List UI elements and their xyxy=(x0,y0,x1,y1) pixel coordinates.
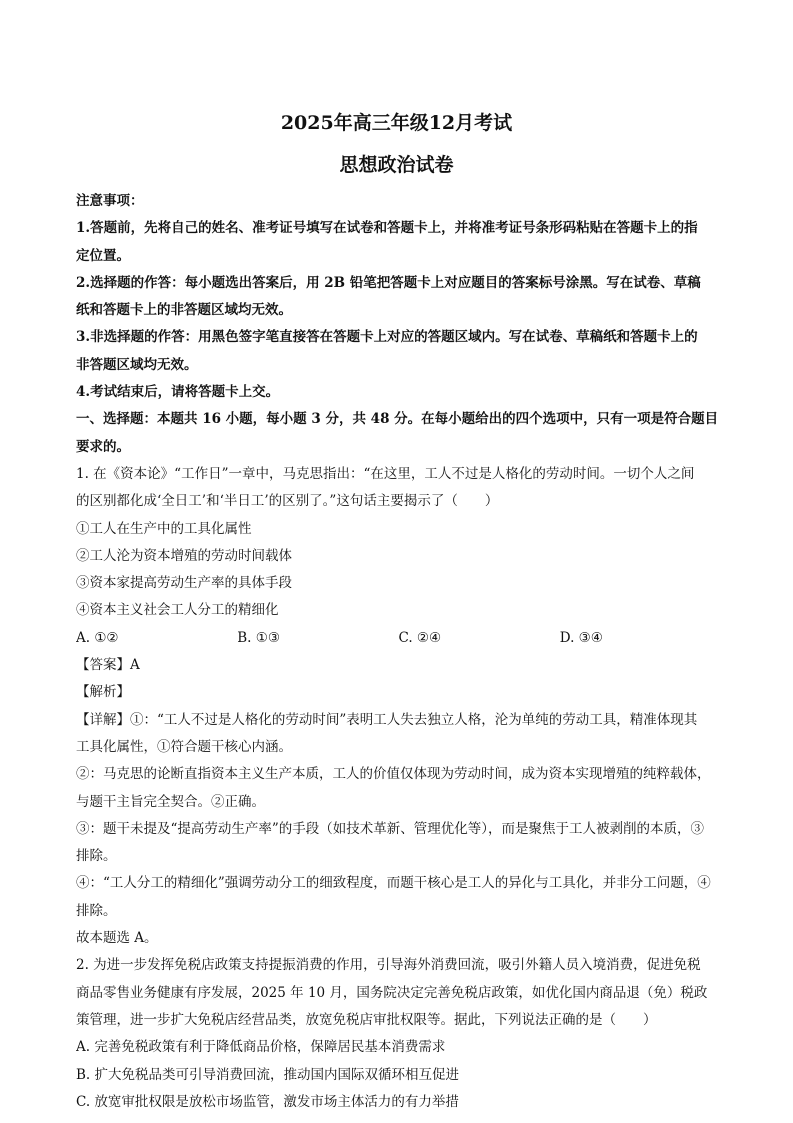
exam-subtitle: 思想政治试卷 xyxy=(339,154,454,176)
notice-line: 1.答题前，先将自己的姓名、准考证号填写在试卷和答题卡上，并将准考证号条形码粘贴在答题卡上的指 xyxy=(76,220,698,237)
question-1-option: ①工人在生产中的工具化属性 xyxy=(76,520,252,537)
notice-line: 3.非选择题的作答：用黑色签字笔直接答在答题卡上对应的答题区域内。写在试卷、草稿纸和答题卡上的 xyxy=(76,329,698,346)
notice-line: 2.选择题的作答：每小题选出答案后，用 2B 铅笔把答题卡上对应题目的答案标号涂黑。写在试卷、草稿 xyxy=(76,274,701,291)
question-1-option: ②工人沦为资本增殖的劳动时间载体 xyxy=(76,547,292,564)
question-2-stem: 策管理，进一步扩大免税店经营品类，放宽免税店审批权限等。据此，下列说法正确的是（ ） xyxy=(76,1011,657,1028)
question-1-option: ③资本家提高劳动生产率的具体手段 xyxy=(76,575,292,592)
notice-line: 4.考试结束后，请将答题卡上交。 xyxy=(76,384,280,401)
question-1-answer: 【答案】A xyxy=(76,657,140,674)
question-1-analysis-label: 【解析】 xyxy=(76,684,130,701)
exam-title: 2025年高三年级12月考试 xyxy=(280,112,513,134)
choice-b: B. ①③ xyxy=(237,629,280,646)
question-1-analysis: 【详解】①：“工人不过是人格化的劳动时间”表明工人失去独立人格，沦为单纯的劳动工具，精准体现其 xyxy=(76,711,698,728)
question-1-analysis: 工具化属性，①符合题干核心内涵。 xyxy=(76,738,292,755)
section-heading: 要求的。 xyxy=(76,438,130,455)
choice-d: D. ③④ xyxy=(559,629,603,646)
choice-c: C. ②④ xyxy=(398,629,442,646)
question-1-analysis: ③：题干未提及“提高劳动生产率”的手段（如技术革新、管理优化等），而是聚焦于工人被剥削的本质，③ xyxy=(76,820,705,837)
question-2-stem: 2. 为进一步发挥免税店政策支持提振消费的作用，引导海外消费回流，吸引外籍人员入境消费，促进免税 xyxy=(76,957,701,974)
exam-content xyxy=(76,188,721,1116)
question-2-option: A. 完善免税政策有利于降低商品价格，保障居民基本消费需求 xyxy=(76,1039,446,1056)
question-1-analysis: 与题干主旨完全契合。②正确。 xyxy=(76,793,265,810)
question-1-stem: 1. 在《资本论》“工作日”一章中，马克思指出：“在这里，工人不过是人格化的劳动时间。一切个人之间 xyxy=(76,465,695,482)
notice-heading: 注意事项： xyxy=(76,193,144,209)
notice-line: 纸和答题卡上的非答题区域均无效。 xyxy=(76,302,292,319)
question-2-stem: 商品零售业务健康有序发展，2025 年 10 月，国务院决定完善免税店政策，如优化国内商品退（免）税政 xyxy=(76,984,708,1001)
question-1-analysis: 排除。 xyxy=(76,902,117,919)
notice-line: 定位置。 xyxy=(76,247,130,264)
question-1-stem: 的区别都化成‘全日工’和‘半日工’的区别了。”这句话主要揭示了（ ） xyxy=(76,493,499,510)
question-1-choices xyxy=(76,625,721,652)
question-1-option: ④资本主义社会工人分工的精细化 xyxy=(76,602,279,619)
question-2-option: C. 放宽审批权限是放松市场监管，激发市场主体活力的有力举措 xyxy=(76,1093,459,1110)
question-1-analysis: ④：“工人分工的精细化”强调劳动分工的细致程度，而题干核心是工人的异化与工具化，并非分工问题，④ xyxy=(76,875,711,892)
question-2-option: B. 扩大免税品类可引导消费回流，推动国内国际双循环相互促进 xyxy=(76,1066,460,1083)
question-1-analysis: 排除。 xyxy=(76,848,117,865)
choice-a: A. ①② xyxy=(76,629,119,646)
question-1-analysis: 故本题选 A。 xyxy=(76,930,158,947)
notice-line: 非答题区域均无效。 xyxy=(76,356,198,373)
section-heading: 一、选择题：本题共 16 小题，每小题 3 分，共 48 分。在每小题给出的四个选项中，只有一项是符合题目 xyxy=(76,411,719,428)
question-1-analysis: ②：马克思的论断直指资本主义生产本质，工人的价值仅体现为劳动时间，成为资本实现增殖的纯粹载体， xyxy=(76,766,711,783)
